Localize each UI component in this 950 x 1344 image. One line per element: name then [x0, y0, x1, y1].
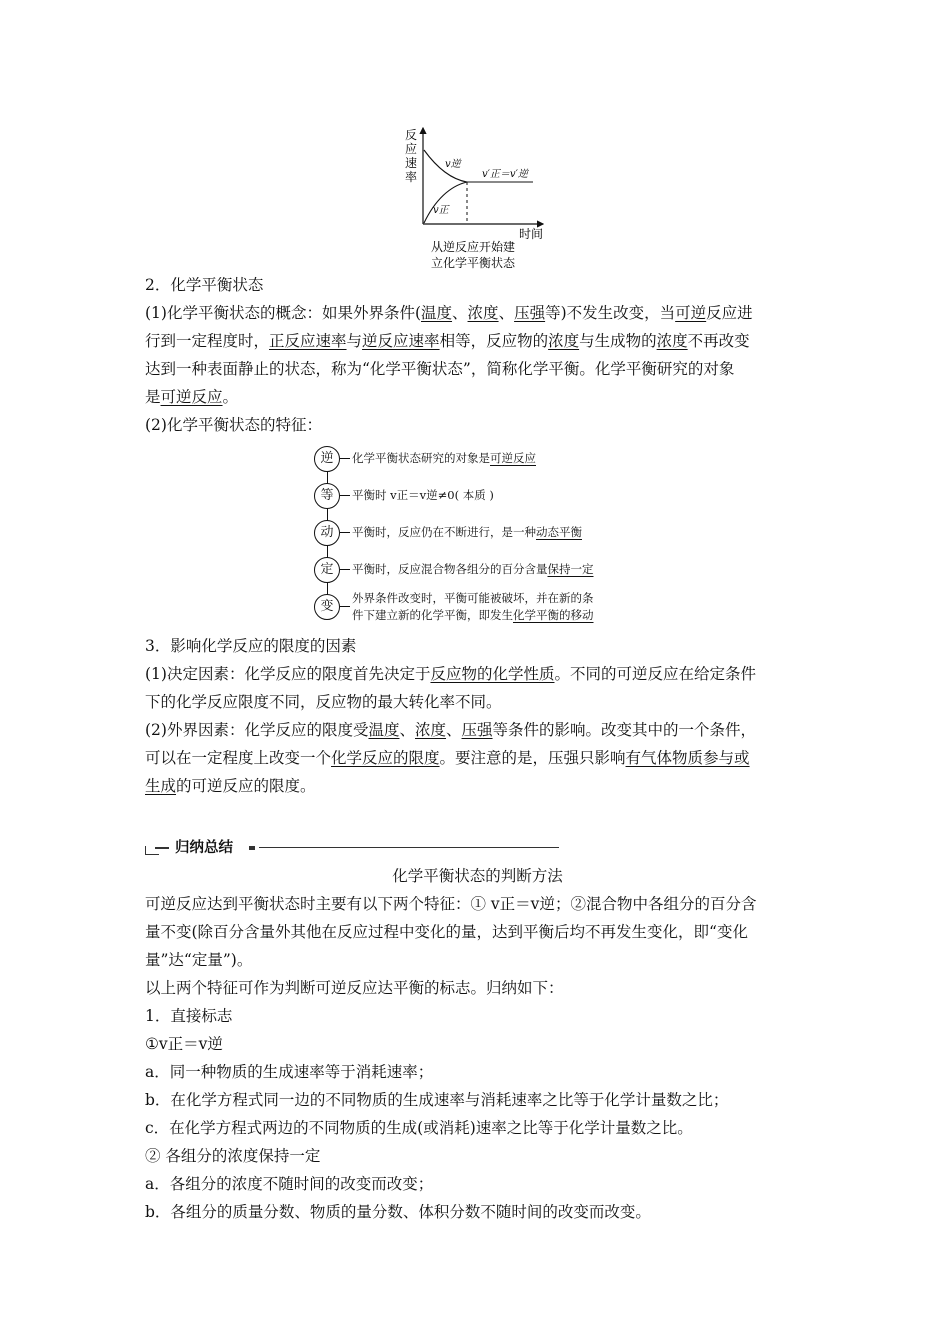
feature-circle-reverse: 逆 — [314, 446, 340, 472]
blank-chemical-property: 反应物的化学性质 — [430, 665, 555, 683]
concept-line-4 — [145, 383, 810, 411]
external-factor-line-2 — [145, 744, 810, 772]
text: 等条件的影响。改变其中的一个条件， — [492, 721, 757, 739]
feature-circle-fixed: 定 — [314, 557, 340, 583]
text: 的可逆反应的限度。 — [176, 777, 316, 795]
concept-line-3: 达到一种表面静止的状态，称为“化学平衡状态”，简称化学平衡。化学平衡研究的对象 — [145, 360, 735, 378]
y-axis-label-4: 率 — [405, 170, 418, 184]
blank-pressure: 压强 — [514, 304, 546, 322]
blank-forward-rate: 正反应速率 — [269, 332, 347, 350]
text: 件下建立新的化学平衡，即发生 — [352, 608, 513, 622]
text: 可以在一定程度上改变一个 — [145, 749, 332, 767]
text: 化学平衡状态研究的对象是 — [352, 451, 490, 465]
summary-line-11: a．各组分的浓度不随时间的改变而改变； — [145, 1175, 434, 1193]
blank-reversible: 可逆 — [675, 304, 707, 322]
v-forward-curve — [424, 182, 467, 223]
summary-line-2: 量不变(除百分含量外其他在反应过程中变化的量，达到平衡后均不再发生变化，即“变化 — [145, 923, 748, 941]
section-3-title: 3．影响化学反应的限度的因素 — [145, 637, 357, 655]
concept-line-1 — [145, 299, 810, 327]
feature-circle-dynamic: 动 — [314, 520, 340, 546]
feature-circle-change: 变 — [314, 594, 340, 620]
summary-line-10: ② 各组分的浓度保持一定 — [145, 1147, 321, 1165]
decisive-factor-line-2: 下的化学反应限度不同，反应物的最大转化率不同。 — [145, 693, 502, 711]
summary-line-3: 量”达“定量”)。 — [145, 951, 253, 969]
summary-title: 化学平衡状态的判断方法 — [392, 867, 563, 885]
blank: 化学平衡的移动 — [513, 608, 594, 622]
equilibrium-label: v′正＝v′逆 — [482, 169, 528, 180]
concept-line-2 — [145, 327, 810, 355]
y-axis-label-1: 反 — [405, 128, 418, 142]
blank-temperature: 温度 — [368, 721, 400, 739]
text: 。不同的可逆反应在给定条件 — [554, 665, 756, 683]
decisive-factor-line-1 — [145, 660, 810, 688]
text: 与生成物的 — [579, 332, 657, 350]
blank-generation: 生成 — [145, 777, 177, 795]
text: (2)外界因素：化学反应的限度受 — [145, 721, 369, 739]
blank: 保持一定 — [547, 562, 594, 576]
external-factor-line-3 — [145, 772, 810, 800]
feature-text-change-1: 外界条件改变时，平衡可能被破坏，并在新的条 — [352, 591, 594, 605]
feature-text-change-2 — [352, 607, 594, 623]
features-heading: (2)化学平衡状态的特征： — [145, 416, 322, 434]
blank-concentration: 浓度 — [656, 332, 688, 350]
v-forward-label: v正 — [433, 205, 449, 216]
features-diagram — [312, 444, 652, 626]
feature-text-reverse — [352, 450, 536, 466]
text: (1)决定因素：化学反应的限度首先决定于 — [145, 665, 431, 683]
text: 是 — [145, 388, 161, 406]
blank-temperature: 温度 — [421, 304, 453, 322]
feature-circle-equal: 等 — [314, 483, 340, 509]
v-reverse-label: v逆 — [445, 159, 461, 170]
blank-pressure: 压强 — [461, 721, 493, 739]
text: 与 — [346, 332, 363, 350]
rate-time-graph — [395, 120, 555, 275]
text: 平衡时，反应混合物各组分的百分含量 — [352, 562, 548, 576]
text: 平衡时，反应仍在不断进行，是一种 — [352, 525, 536, 539]
summary-line-9: c．在化学方程式两边的不同物质的生成(或消耗)速率之比等于化学计量数之比。 — [145, 1119, 693, 1137]
text: (1)化学平衡状态的概念：如果外界条件( — [145, 304, 422, 322]
blank-reverse-rate: 逆反应速率 — [362, 332, 440, 350]
summary-line-8: b．在化学方程式同一边的不同物质的生成速率与消耗速率之比等于化学计量数之比； — [145, 1091, 729, 1109]
text: 、 — [498, 304, 515, 322]
text: 不再改变 — [687, 332, 750, 350]
text: 。要注意的是，压强只影响 — [439, 749, 626, 767]
summary-header — [145, 838, 810, 862]
text: 等)不发生改变，当 — [545, 304, 676, 322]
section-2-title: 2．化学平衡状态 — [145, 276, 264, 294]
blank-gas-participation: 有气体物质参与或 — [625, 749, 750, 767]
blank: 动态平衡 — [536, 525, 582, 539]
feature-text-dynamic — [352, 524, 582, 540]
text: 、 — [446, 721, 462, 739]
text: 相等，反应物的 — [439, 332, 549, 350]
blank-concentration: 浓度 — [415, 721, 447, 739]
summary-badge: 归纳总结 — [175, 840, 233, 856]
summary-line-7: a．同一种物质的生成速率等于消耗速率； — [145, 1063, 434, 1081]
feature-text-fixed — [352, 561, 594, 577]
figure-caption-1: 从逆反应开始建 — [431, 240, 516, 254]
blank-concentration: 浓度 — [548, 332, 580, 350]
blank: 可逆反应 — [490, 451, 536, 465]
summary-line-4: 以上两个特征可作为判断可逆反应达平衡的标志。归纳如下： — [145, 979, 564, 997]
summary-line-5: 1．直接标志 — [145, 1007, 233, 1025]
blank-concentration: 浓度 — [467, 304, 499, 322]
external-factor-line-1 — [145, 716, 810, 744]
summary-line-1: 可逆反应达到平衡状态时主要有以下两个特征：① v正＝v逆；②混合物中各组分的百分含 — [145, 895, 757, 913]
figure-caption-2: 立化学平衡状态 — [431, 256, 516, 270]
summary-line-6: ①v正＝v逆 — [145, 1035, 223, 1053]
y-axis-label-3: 速 — [405, 156, 418, 170]
x-axis-label: 时间 — [519, 227, 544, 241]
text: 。 — [222, 388, 239, 406]
blank-reaction-limit: 化学反应的限度 — [331, 749, 440, 767]
text: 、 — [399, 721, 415, 739]
blank-reversible-reaction: 可逆反应 — [160, 388, 223, 406]
y-axis-label-2: 应 — [405, 142, 418, 156]
text: 、 — [452, 304, 468, 322]
text: 反应进 — [706, 304, 753, 322]
feature-text-equal: 平衡时 v正＝v逆≠0( 本质 ) — [352, 488, 494, 502]
summary-line-12: b．各组分的质量分数、物质的量分数、体积分数不随时间的改变而改变。 — [145, 1203, 651, 1221]
text: 行到一定程度时， — [145, 332, 270, 350]
